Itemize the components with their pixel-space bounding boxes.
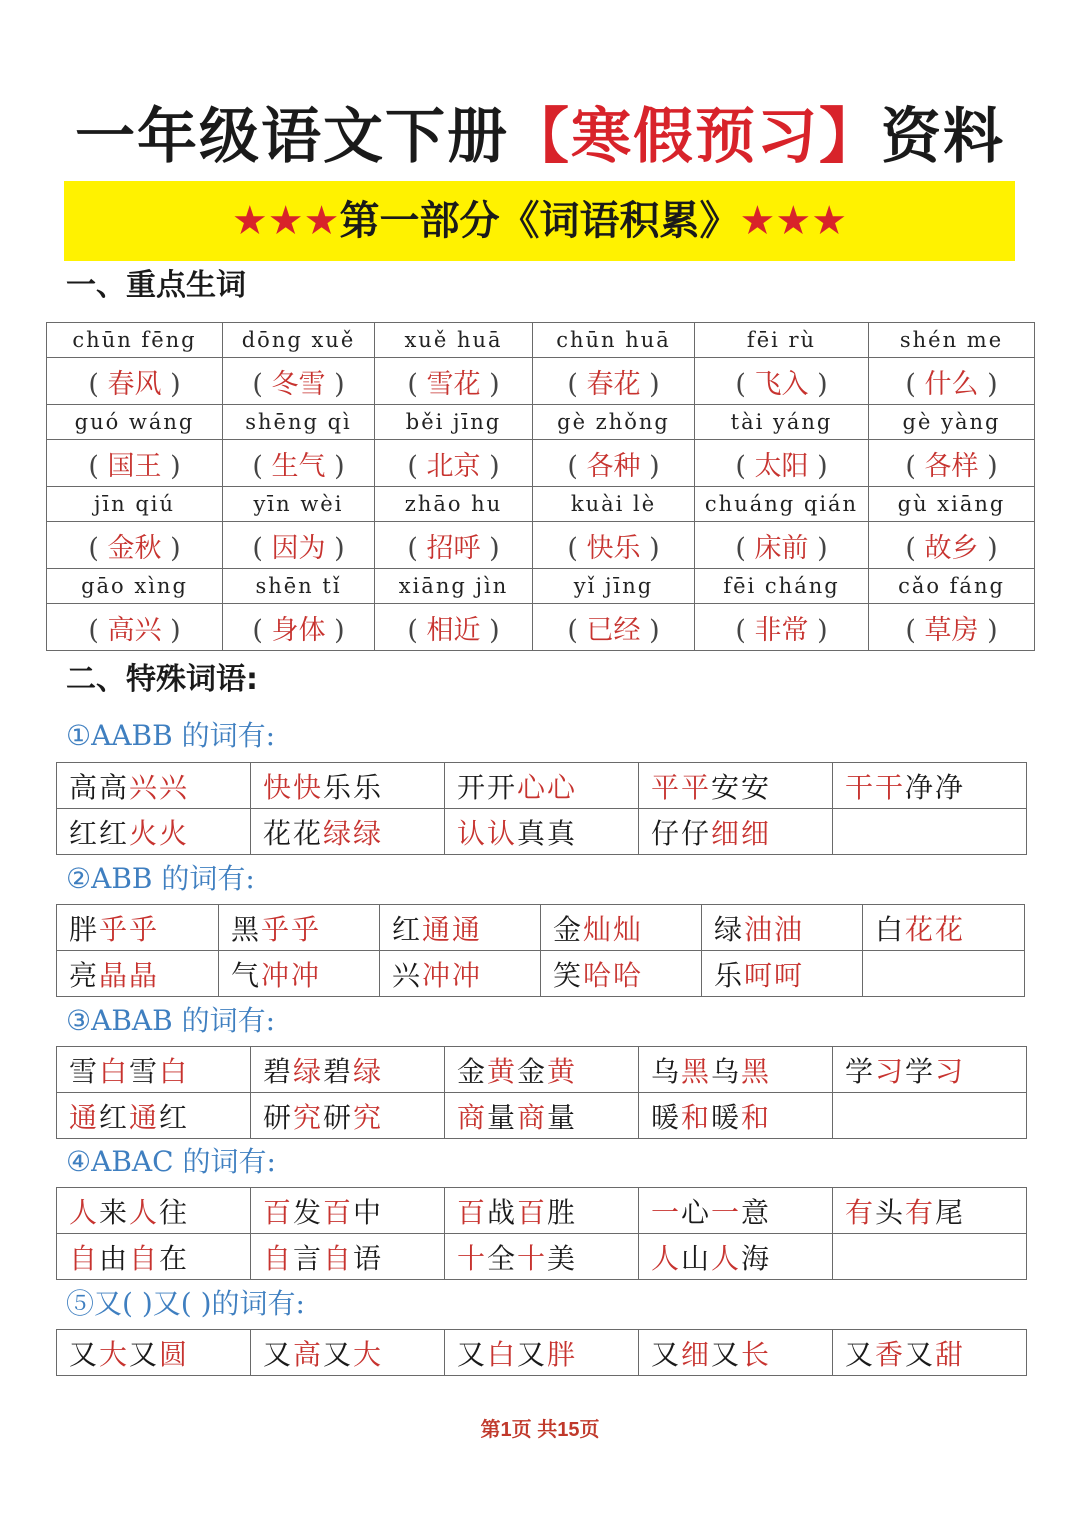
word-cell — [57, 1234, 251, 1280]
vocab-word: 招呼 — [426, 532, 481, 564]
word-part-highlight: 人 — [651, 1241, 682, 1275]
word-cell — [833, 763, 1027, 809]
word-group-table — [56, 1329, 1027, 1376]
word-cell — [445, 809, 639, 855]
word-cell — [445, 1093, 639, 1139]
vocab-word: 北京 — [426, 450, 481, 482]
pinyin-cell: tài yáng — [695, 405, 869, 440]
pinyin-cell: shēn tǐ — [223, 569, 375, 604]
vocab-word: 国王 — [107, 450, 162, 482]
word-part-highlight: 呵呵 — [744, 958, 805, 992]
word-part-highlight: 细细 — [711, 816, 772, 850]
page-number: 1 — [500, 1419, 512, 1441]
word-part: 由 — [99, 1241, 130, 1275]
word-part: 绿 — [714, 912, 745, 946]
pinyin-cell: gè yàng — [869, 405, 1035, 440]
pinyin-cell: shēng qì — [223, 405, 375, 440]
hanzi-cell: ( 相近 ) — [375, 604, 533, 651]
word-cell — [251, 1188, 445, 1234]
word-part: 雪 — [129, 1054, 160, 1088]
word-part: 白 — [875, 912, 906, 946]
hanzi-cell: ( 各样 ) — [869, 440, 1035, 487]
banner-text: 第一部分《词语积累》 — [339, 198, 740, 244]
word-part-highlight: 究 — [353, 1100, 384, 1134]
vocab-word: 生气 — [271, 450, 326, 482]
word-group-table — [56, 762, 1027, 855]
word-group-table — [56, 1187, 1027, 1280]
word-part-highlight: 香 — [875, 1337, 906, 1371]
word-part: 仔仔 — [651, 816, 712, 850]
word-part-highlight: 晶晶 — [99, 958, 160, 992]
hanzi-cell: ( 各种 ) — [533, 440, 695, 487]
word-part-highlight: 一 — [651, 1195, 682, 1229]
word-cell — [833, 1188, 1027, 1234]
word-part: 量 — [487, 1100, 518, 1134]
word-cell — [251, 763, 445, 809]
word-part-highlight: 冲冲 — [422, 958, 483, 992]
vocab-word: 已经 — [586, 614, 641, 646]
hanzi-cell: ( 太阳 ) — [695, 440, 869, 487]
pinyin-cell: chūn huā — [533, 323, 695, 358]
word-cell — [639, 1093, 833, 1139]
word-cell — [863, 905, 1025, 951]
word-cell — [251, 1234, 445, 1280]
word-part-highlight: 商 — [517, 1100, 548, 1134]
word-part: 发 — [293, 1195, 324, 1229]
word-cell — [702, 905, 863, 951]
word-part-highlight: 习 — [935, 1054, 966, 1088]
word-part: 又 — [711, 1337, 742, 1371]
hanzi-cell: ( 国王 ) — [47, 440, 223, 487]
word-part-highlight: 自 — [263, 1241, 294, 1275]
word-part: 乐乐 — [323, 770, 384, 804]
word-part: 学 — [905, 1054, 936, 1088]
pinyin-cell: fēi rù — [695, 323, 869, 358]
word-part: 红 — [159, 1100, 190, 1134]
pinyin-cell: dōng xuě — [223, 323, 375, 358]
vocab-word: 金秋 — [107, 532, 162, 564]
pinyin-cell: yīn wèi — [223, 487, 375, 522]
word-part-highlight: 百 — [323, 1195, 354, 1229]
word-group-title: ⑤又( )又( )的词有: — [66, 1287, 305, 1320]
word-part: 美 — [547, 1241, 578, 1275]
hanzi-cell: ( 床前 ) — [695, 522, 869, 569]
word-part: 雪 — [69, 1054, 100, 1088]
vocab-word: 高兴 — [107, 614, 162, 646]
pinyin-cell: shén me — [869, 323, 1035, 358]
word-part-highlight: 认认 — [457, 816, 518, 850]
word-part-highlight: 兴兴 — [129, 770, 190, 804]
word-cell — [639, 1330, 833, 1376]
word-cell — [380, 905, 541, 951]
word-part: 净净 — [905, 770, 966, 804]
word-cell — [702, 951, 863, 997]
word-cell — [219, 951, 380, 997]
word-cell — [639, 763, 833, 809]
word-part: 胖 — [69, 912, 100, 946]
word-part: 中 — [353, 1195, 384, 1229]
word-group-title: ②ABB 的词有: — [66, 862, 255, 895]
word-part: 来 — [99, 1195, 130, 1229]
hanzi-cell: ( 故乡 ) — [869, 522, 1035, 569]
word-part-highlight: 人 — [129, 1195, 160, 1229]
word-part: 又 — [845, 1337, 876, 1371]
word-part-highlight: 和 — [681, 1100, 712, 1134]
pinyin-cell: xiāng jìn — [375, 569, 533, 604]
word-part-highlight: 大 — [353, 1337, 384, 1371]
word-part: 高高 — [69, 770, 130, 804]
pinyin-cell: zhāo hu — [375, 487, 533, 522]
word-cell — [833, 1047, 1027, 1093]
word-part: 学 — [845, 1054, 876, 1088]
page-title — [0, 100, 1080, 174]
word-cell — [57, 1188, 251, 1234]
pinyin-cell: yǐ jīng — [533, 569, 695, 604]
word-part: 量 — [547, 1100, 578, 1134]
word-cell — [639, 1047, 833, 1093]
word-part-highlight: 十 — [457, 1241, 488, 1275]
word-group-title: ①AABB 的词有: — [66, 719, 276, 752]
word-group-table — [56, 1046, 1027, 1139]
word-part-highlight: 长 — [741, 1337, 772, 1371]
word-part-highlight: 绿 — [353, 1054, 384, 1088]
word-part-highlight: 百 — [457, 1195, 488, 1229]
word-part: 真真 — [517, 816, 578, 850]
vocab-word: 各样 — [924, 450, 979, 482]
word-part: 又 — [457, 1337, 488, 1371]
word-part: 暖 — [711, 1100, 742, 1134]
word-part: 又 — [323, 1337, 354, 1371]
word-group-title: ③ABAB 的词有: — [66, 1004, 276, 1037]
hanzi-cell: ( 生气 ) — [223, 440, 375, 487]
word-part: 山 — [681, 1241, 712, 1275]
word-cell — [445, 1188, 639, 1234]
vocab-word: 快乐 — [586, 532, 641, 564]
word-part: 金 — [457, 1054, 488, 1088]
word-part: 笑 — [553, 958, 584, 992]
hanzi-cell: ( 金秋 ) — [47, 522, 223, 569]
hanzi-cell: ( 已经 ) — [533, 604, 695, 651]
empty-cell — [833, 809, 1027, 855]
word-part-highlight: 白 — [99, 1054, 130, 1088]
word-part: 金 — [517, 1054, 548, 1088]
word-part-highlight: 百 — [263, 1195, 294, 1229]
word-cell — [833, 1330, 1027, 1376]
word-cell — [57, 905, 219, 951]
empty-cell — [863, 951, 1025, 997]
hanzi-cell: ( 招呼 ) — [375, 522, 533, 569]
hanzi-cell: ( 身体 ) — [223, 604, 375, 651]
word-part: 亮 — [69, 958, 100, 992]
word-part: 又 — [517, 1337, 548, 1371]
word-part-highlight: 平平 — [651, 770, 712, 804]
word-part-highlight: 百 — [517, 1195, 548, 1229]
hanzi-cell: ( 草房 ) — [869, 604, 1035, 651]
word-part: 又 — [905, 1337, 936, 1371]
word-part: 气 — [231, 958, 262, 992]
word-part-highlight: 通 — [69, 1100, 100, 1134]
word-cell — [445, 1330, 639, 1376]
word-part: 研 — [323, 1100, 354, 1134]
word-cell — [639, 1234, 833, 1280]
word-part-highlight: 油油 — [744, 912, 805, 946]
word-part: 花花 — [263, 816, 324, 850]
word-part-highlight: 究 — [293, 1100, 324, 1134]
title-highlight: 【寒假预习】 — [509, 102, 881, 172]
word-part: 安安 — [711, 770, 772, 804]
word-cell — [251, 1047, 445, 1093]
vocab-word: 因为 — [271, 532, 326, 564]
word-part-highlight: 细 — [681, 1337, 712, 1371]
pinyin-cell: jīn qiú — [47, 487, 223, 522]
vocab-word: 身体 — [271, 614, 326, 646]
hanzi-cell: ( 快乐 ) — [533, 522, 695, 569]
word-part: 意 — [741, 1195, 772, 1229]
word-part: 头 — [875, 1195, 906, 1229]
word-part-highlight: 黄 — [547, 1054, 578, 1088]
word-part-highlight: 商 — [457, 1100, 488, 1134]
word-cell — [445, 763, 639, 809]
word-part-highlight: 黄 — [487, 1054, 518, 1088]
title-text-end: 资料 — [881, 102, 1005, 172]
word-part-highlight: 自 — [129, 1241, 160, 1275]
word-cell — [541, 951, 702, 997]
vocab-word: 春风 — [107, 368, 162, 400]
star-icon: ★★★ — [739, 198, 848, 244]
word-part-highlight: 黑 — [741, 1054, 772, 1088]
word-part-highlight: 大 — [99, 1337, 130, 1371]
word-part: 乌 — [711, 1054, 742, 1088]
word-part: 全 — [487, 1241, 518, 1275]
vocab-word: 冬雪 — [271, 368, 326, 400]
pinyin-cell: chuáng qián — [695, 487, 869, 522]
word-part: 语 — [353, 1241, 384, 1275]
word-part: 又 — [69, 1337, 100, 1371]
word-cell — [57, 951, 219, 997]
pinyin-cell: gè zhǒng — [533, 405, 695, 440]
vocab-word: 相近 — [426, 614, 481, 646]
word-cell — [541, 905, 702, 951]
pinyin-cell: fēi cháng — [695, 569, 869, 604]
word-part: 红红 — [69, 816, 130, 850]
word-part: 尾 — [935, 1195, 966, 1229]
word-part-highlight: 圆 — [159, 1337, 190, 1371]
word-cell — [445, 1047, 639, 1093]
word-part: 黑 — [231, 912, 262, 946]
word-part: 开开 — [457, 770, 518, 804]
word-part: 言 — [293, 1241, 324, 1275]
word-part-highlight: 高 — [293, 1337, 324, 1371]
vocab-word: 太阳 — [754, 450, 809, 482]
word-part: 暖 — [651, 1100, 682, 1134]
word-part-highlight: 自 — [69, 1241, 100, 1275]
pinyin-cell: kuài lè — [533, 487, 695, 522]
pinyin-cell: gāo xìng — [47, 569, 223, 604]
word-cell — [445, 1234, 639, 1280]
word-part: 胜 — [547, 1195, 578, 1229]
word-part-highlight: 灿灿 — [583, 912, 644, 946]
star-icon: ★★★ — [231, 198, 340, 244]
word-cell — [380, 951, 541, 997]
word-part-highlight: 花花 — [905, 912, 966, 946]
word-cell — [57, 809, 251, 855]
hanzi-cell: ( 雪花 ) — [375, 358, 533, 405]
hanzi-cell: ( 因为 ) — [223, 522, 375, 569]
word-part: 在 — [159, 1241, 190, 1275]
word-cell — [251, 1330, 445, 1376]
word-part: 碧 — [323, 1054, 354, 1088]
vocab-word: 草房 — [924, 614, 979, 646]
word-part-highlight: 冲冲 — [261, 958, 322, 992]
word-part-highlight: 快快 — [263, 770, 324, 804]
word-part-highlight: 心心 — [517, 770, 578, 804]
word-part: 乌 — [651, 1054, 682, 1088]
word-part-highlight: 黑 — [681, 1054, 712, 1088]
word-group-title: ④ABAC 的词有: — [66, 1145, 276, 1178]
hanzi-cell: ( 春风 ) — [47, 358, 223, 405]
page-total: 15 — [557, 1419, 580, 1441]
hanzi-cell: ( 非常 ) — [695, 604, 869, 651]
vocab-word: 春花 — [586, 368, 641, 400]
section-heading-vocab: 一、重点生词 — [66, 268, 246, 303]
word-part-highlight: 有 — [905, 1195, 936, 1229]
word-part: 研 — [263, 1100, 294, 1134]
word-part: 又 — [129, 1337, 160, 1371]
word-part: 海 — [741, 1241, 772, 1275]
vocab-word: 故乡 — [924, 532, 979, 564]
hanzi-cell: ( 春花 ) — [533, 358, 695, 405]
word-cell — [639, 809, 833, 855]
word-part-highlight: 人 — [69, 1195, 100, 1229]
word-part: 又 — [651, 1337, 682, 1371]
pinyin-cell: gù xiāng — [869, 487, 1035, 522]
vocab-word: 飞入 — [754, 368, 809, 400]
word-part: 红 — [99, 1100, 130, 1134]
word-cell — [57, 1330, 251, 1376]
word-part: 金 — [553, 912, 584, 946]
word-part-highlight: 乎乎 — [99, 912, 160, 946]
pinyin-cell: běi jīng — [375, 405, 533, 440]
word-part-highlight: 白 — [159, 1054, 190, 1088]
word-part-highlight: 自 — [323, 1241, 354, 1275]
word-cell — [57, 1047, 251, 1093]
word-cell — [57, 763, 251, 809]
word-part-highlight: 绿绿 — [323, 816, 384, 850]
vocab-word: 各种 — [586, 450, 641, 482]
pinyin-cell: xuě huā — [375, 323, 533, 358]
hanzi-cell: ( 北京 ) — [375, 440, 533, 487]
hanzi-cell: ( 什么 ) — [869, 358, 1035, 405]
word-part-highlight: 白 — [487, 1337, 518, 1371]
vocab-word: 非常 — [754, 614, 809, 646]
vocab-word: 雪花 — [426, 368, 481, 400]
vocab-word: 床前 — [754, 532, 809, 564]
word-part: 心 — [681, 1195, 712, 1229]
word-part: 碧 — [263, 1054, 294, 1088]
word-part-highlight: 人 — [711, 1241, 742, 1275]
word-part-highlight: 十 — [517, 1241, 548, 1275]
word-part: 又 — [263, 1337, 294, 1371]
word-part-highlight: 一 — [711, 1195, 742, 1229]
word-part: 战 — [487, 1195, 518, 1229]
word-part: 往 — [159, 1195, 190, 1229]
vocab-word: 什么 — [924, 368, 979, 400]
word-part-highlight: 和 — [741, 1100, 772, 1134]
word-part-highlight: 哈哈 — [583, 958, 644, 992]
page-footer: 第1页 共15页 — [480, 1419, 600, 1441]
word-group-table — [56, 904, 1025, 997]
hanzi-cell: ( 高兴 ) — [47, 604, 223, 651]
word-part: 兴 — [392, 958, 423, 992]
section-banner — [64, 181, 1015, 261]
word-part-highlight: 有 — [845, 1195, 876, 1229]
word-part-highlight: 胖 — [547, 1337, 578, 1371]
word-part: 乐 — [714, 958, 745, 992]
section-heading-special: 二、特殊词语: — [66, 662, 258, 697]
word-part-highlight: 火火 — [129, 816, 190, 850]
pinyin-cell: cǎo fáng — [869, 569, 1035, 604]
empty-cell — [833, 1093, 1027, 1139]
pinyin-cell: chūn fēng — [47, 323, 223, 358]
word-part-highlight: 甜 — [935, 1337, 966, 1371]
word-part-highlight: 习 — [875, 1054, 906, 1088]
word-part: 红 — [392, 912, 423, 946]
word-part-highlight: 绿 — [293, 1054, 324, 1088]
word-cell — [639, 1188, 833, 1234]
word-cell — [251, 1093, 445, 1139]
hanzi-cell: ( 冬雪 ) — [223, 358, 375, 405]
word-cell — [57, 1093, 251, 1139]
hanzi-cell: ( 飞入 ) — [695, 358, 869, 405]
pinyin-cell: guó wáng — [47, 405, 223, 440]
empty-cell — [833, 1234, 1027, 1280]
word-part-highlight: 通通 — [422, 912, 483, 946]
word-cell — [219, 905, 380, 951]
vocab-table — [46, 322, 1035, 651]
word-part-highlight: 干干 — [845, 770, 906, 804]
title-text: 一年级语文下册 — [75, 102, 509, 172]
word-cell — [251, 809, 445, 855]
word-part-highlight: 通 — [129, 1100, 160, 1134]
word-part-highlight: 乎乎 — [261, 912, 322, 946]
